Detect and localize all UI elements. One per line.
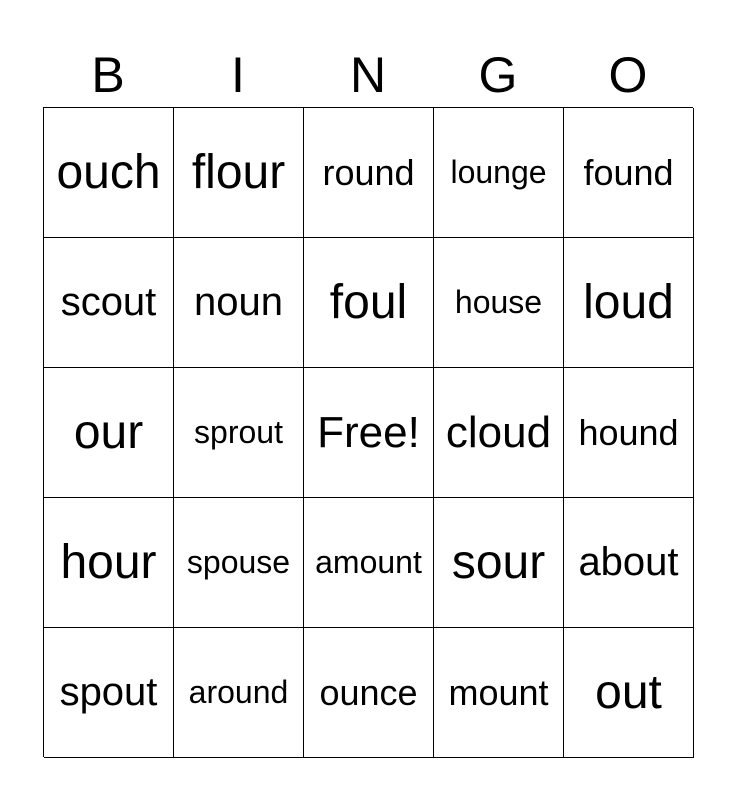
bingo-cell[interactable]: around [174, 628, 304, 758]
bingo-cell[interactable]: scout [44, 238, 174, 368]
bingo-cell[interactable]: ouch [44, 108, 174, 238]
bingo-cell[interactable]: house [434, 238, 564, 368]
bingo-cell[interactable]: spout [44, 628, 174, 758]
bingo-cell[interactable]: hound [564, 368, 694, 498]
bingo-cell[interactable]: our [44, 368, 174, 498]
bingo-cell[interactable]: ounce [304, 628, 434, 758]
bingo-cell[interactable]: lounge [434, 108, 564, 238]
header-letter-n: N [349, 47, 387, 103]
bingo-cell[interactable]: spouse [174, 498, 304, 628]
bingo-cell[interactable]: hour [44, 498, 174, 628]
bingo-cell[interactable]: flour [174, 108, 304, 238]
header-letter-o: O [608, 47, 648, 103]
bingo-cell[interactable]: about [564, 498, 694, 628]
bingo-cell[interactable]: sprout [174, 368, 304, 498]
header-letter-g: G [478, 47, 518, 103]
bingo-cell[interactable]: out [564, 628, 694, 758]
free-space-cell[interactable]: Free! [304, 368, 434, 498]
bingo-header [43, 44, 693, 106]
bingo-cell[interactable]: amount [304, 498, 434, 628]
bingo-cell[interactable]: sour [434, 498, 564, 628]
bingo-cell[interactable]: cloud [434, 368, 564, 498]
bingo-cell[interactable]: round [304, 108, 434, 238]
header-letter-i: I [231, 47, 245, 103]
bingo-cell[interactable]: loud [564, 238, 694, 368]
bingo-cell[interactable]: found [564, 108, 694, 238]
bingo-cell[interactable]: noun [174, 238, 304, 368]
bingo-grid [43, 107, 693, 757]
bingo-cell[interactable]: mount [434, 628, 564, 758]
header-letter-b: B [91, 47, 125, 103]
bingo-cell[interactable]: foul [304, 238, 434, 368]
